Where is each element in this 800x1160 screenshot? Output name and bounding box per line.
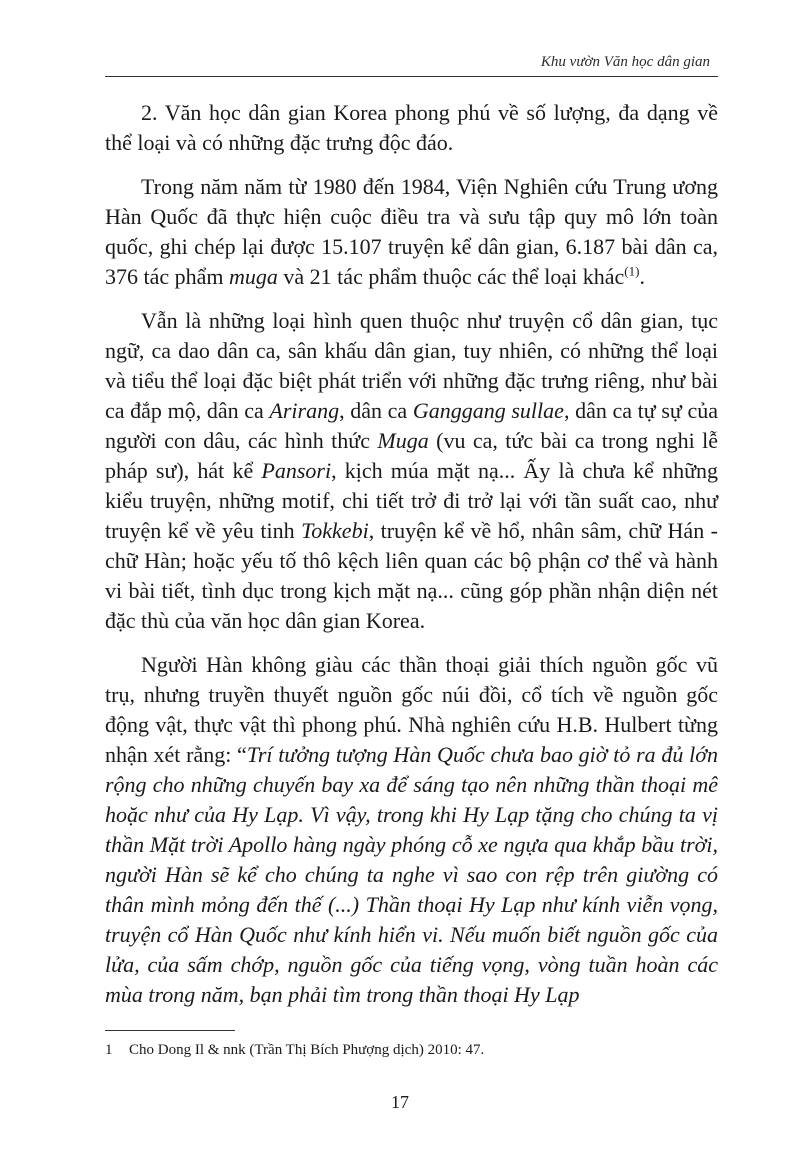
paragraph: [105, 172, 718, 292]
text-run: (vu ca, tức bài ca trong nghi lễ pháp sư), hát kể: [105, 428, 719, 483]
italic-term: Muga: [377, 428, 429, 453]
text-run: , truyện kể về hổ, nhân sâm, chữ Hán - chữ Hàn; hoặc yếu tố thô kệch liên quan các bộ phận cơ thể và hành vi bài tiết, tình dục trong kịch mặt nạ... cũng góp phần nhận diện nét đặc thù của văn học dân gian Korea.: [105, 518, 718, 633]
text-run: .: [639, 264, 645, 289]
text-run: và 21 tác phẩm thuộc các thể loại khác: [277, 264, 625, 289]
footnote-rule: [105, 1030, 235, 1031]
text-run: , dân ca tự sự của người con dâu, các hình thức: [105, 398, 718, 453]
italic-term: Ganggang sullae: [412, 398, 564, 423]
italic-term: Arirang: [269, 398, 340, 423]
footnote: [105, 1040, 718, 1060]
page-number: 17: [391, 1092, 409, 1112]
italic-term: Tokkebi: [301, 518, 369, 543]
running-header: Khu vườn Văn học dân gian: [540, 54, 710, 70]
italic-term: muga: [229, 264, 278, 289]
text-run: 2. Văn học dân gian Korea phong phú về số lượng, đa dạng về thể loại và có những đặc trưng độc đáo.: [105, 100, 718, 155]
body-text: [105, 98, 718, 1010]
text-run: Trong năm năm từ 1980 đến 1984, Viện Nghiên cứu Trung ương Hàn Quốc đã thực hiện cuộc điều tra và sưu tập quy mô lớn toàn quốc, ghi chép lại được 15.107 truyện kể dân gian, 6.187 bài dân ca, 376 tác phẩm: [105, 174, 718, 289]
footnote-ref: (1): [624, 263, 640, 279]
text-run: Vẫn là những loại hình quen thuộc như truyện cổ dân gian, tục ngữ, ca dao dân ca, sân khấu dân gian, tuy nhiên, có những thể loại và tiểu thể loại đặc biệt phát triển với những đặc trưng riêng, như bài ca đắp mộ, dân ca: [105, 308, 718, 423]
paragraph: [105, 650, 718, 1010]
text-run: Người Hàn không giàu các thần thoại giải thích nguồn gốc vũ trụ, nhưng truyền thuyết nguồn gốc núi đồi, cổ tích về nguồn gốc động vật, thực vật thì phong phú. Nhà nghiên cứu H.B. Hulbert từng nhận xét rằng: “: [105, 652, 718, 767]
footnote-text: Cho Dong Il & nnk (Trần Thị Bích Phượng dịch) 2010: 47.: [129, 1042, 485, 1058]
text-run: , dân ca: [339, 398, 413, 423]
italic-term: Trí tưởng tượng Hàn Quốc chưa bao giờ tỏ ra đủ lớn rộng cho những chuyến bay xa để sáng tạo nên những thần thoại mê hoặc như của Hy Lạp. Vì vậy, trong khi Hy Lạp tặng cho chúng ta vị thần Mặt trời Apollo hàng ngày phóng cỗ xe ngựa qua khắp bầu trời, người Hàn sẽ kể cho chúng ta nghe vì sao con rệp trên giường có thân mình mỏng đến thế (...) Thần thoại Hy Lạp như kính viễn vọng, truyện cổ Hàn Quốc như kính hiển vi. Nếu muốn biết nguồn gốc của lửa, của sấm chớp, nguồn gốc của tiếng vọng, vòng tuần hoàn các mùa trong năm, bạn phải tìm trong thần thoại Hy Lạp: [105, 742, 719, 1007]
header-rule: [105, 76, 718, 77]
text-run: , kịch múa mặt nạ... Ấy là chưa kể những kiểu truyện, những motif, chi tiết trở đi trở lại với tần suất cao, như truyện kể về yêu tinh: [105, 458, 718, 543]
paragraph: [105, 98, 718, 158]
italic-term: Pansori: [261, 458, 332, 483]
footnote-number: 1: [105, 1042, 113, 1058]
paragraph: [105, 306, 718, 636]
